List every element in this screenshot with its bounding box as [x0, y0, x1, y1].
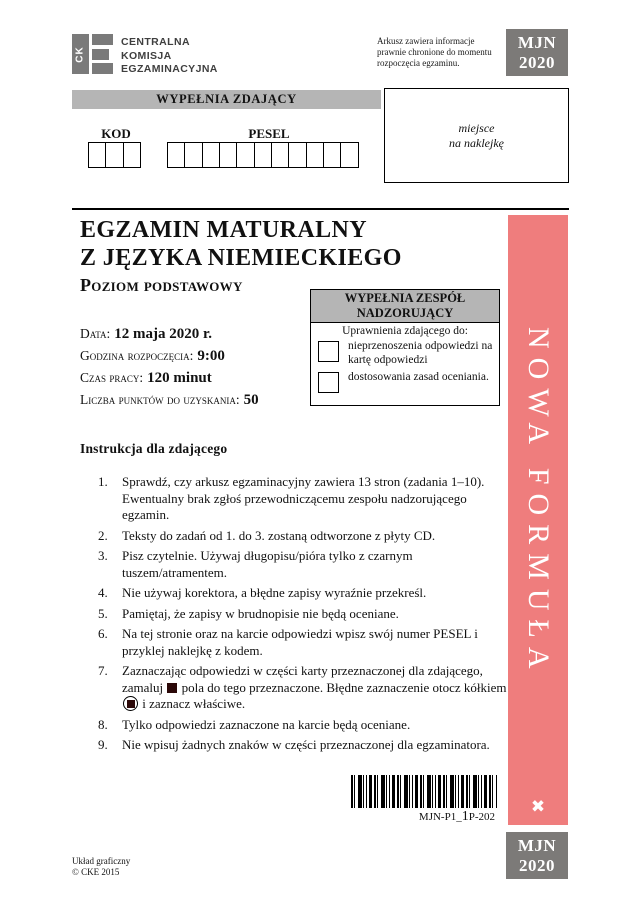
info-row	[80, 323, 320, 345]
barcode-code	[351, 809, 497, 825]
info-row	[80, 367, 320, 389]
horizontal-rule	[72, 208, 569, 210]
logo-line: KOMISJA	[121, 49, 172, 62]
sticker-text: miejsce	[458, 120, 495, 135]
cke-logo-ck-block	[72, 34, 89, 74]
logo-line: CENTRALNA	[121, 36, 190, 48]
badge-line: 2020	[519, 53, 555, 72]
instruction-item: Nie używaj korektora, a błędne zapisy wyraźnie przekreśl.	[122, 585, 427, 600]
input-cell	[340, 142, 359, 168]
pesel-label: PESEL	[248, 126, 290, 141]
info-value: 12 maja 2020 r.	[114, 326, 213, 342]
instructions-title: Instrukcja dla zdającego	[80, 441, 228, 456]
input-cell	[236, 142, 255, 168]
nowa-formula-sidebar	[508, 215, 568, 825]
supervisor-option	[311, 371, 499, 393]
supervisor-subtitle: Uprawnienia zdającego do:	[342, 325, 468, 337]
filled-by-candidate-bar: WYPEŁNIA ZDAJĄCY	[72, 90, 381, 109]
checkbox	[318, 372, 339, 393]
instruction-text: pola do tego przeznaczone. Błędne zaznaczenie otocz kółkiem	[181, 679, 507, 695]
instruction-item	[80, 663, 508, 713]
supervisor-box	[310, 289, 500, 406]
code-text: MJN-P1_	[418, 811, 462, 823]
option-text: dostosowania zasad oceniania.	[348, 371, 489, 383]
input-cell	[184, 142, 203, 168]
exam-code-badge-bottom	[506, 832, 568, 879]
instruction-item: Na tej stronie oraz na karcie odpowiedzi wpisz swój numer PESEL i przyklej naklejkę z kodem.	[122, 626, 478, 658]
instruction-text: i zaznacz właściwe.	[142, 696, 246, 711]
info-label: Godzina rozpoczęcia:	[80, 348, 194, 363]
exam-level: Poziom podstawowy	[80, 275, 243, 295]
instructions-list	[80, 474, 508, 754]
input-cell	[288, 142, 307, 168]
badge-line: 2020	[519, 856, 555, 875]
exam-info	[80, 323, 320, 411]
input-cell	[271, 142, 290, 168]
input-cell	[306, 142, 325, 168]
info-label: Liczba punktów do uzyskania:	[80, 392, 240, 407]
footer-line: Układ graficzny	[72, 856, 131, 866]
logo-line: EGZAMINACYJNA	[121, 63, 218, 75]
code-text: 1	[461, 809, 469, 824]
input-cell	[123, 142, 142, 168]
instruction-item: Nie wpisuj żadnych znaków w części przeznaczonej dla egzaminatora.	[122, 737, 490, 752]
title-line: EGZAMIN MATURALNY	[80, 217, 368, 243]
input-cell	[323, 142, 342, 168]
cke-logo-abbr: CK	[74, 45, 86, 63]
kod-boxes	[88, 142, 141, 168]
filled-square-icon	[167, 683, 177, 693]
instruction-item: Sprawdź, czy arkusz egzaminacyjny zawiera 13 stron (zadania 1–10). Ewentualny brak zgłoś przewodniczącemu zespołu nadzorującego egzamin.	[122, 474, 485, 522]
instructions-section	[80, 441, 508, 758]
badge-line: MJN	[517, 33, 557, 52]
instruction-item: Pisz czytelnie. Używaj długopisu/pióra tylko z czarnym tuszem/atramentem.	[122, 548, 413, 580]
cke-logo-text	[121, 36, 218, 77]
sticker-placeholder-box	[384, 88, 569, 183]
x-mark-icon: ✖	[530, 797, 546, 817]
supervisor-box-header	[311, 290, 499, 323]
input-cell	[202, 142, 221, 168]
footer-line: © CKE 2015	[72, 867, 120, 877]
supervisor-option	[311, 340, 499, 367]
info-value: 120 minut	[147, 370, 212, 386]
supervisor-header-line: NADZORUJĄCY	[356, 305, 454, 320]
input-cell	[105, 142, 124, 168]
option-text: nieprzenoszenia odpowiedzi na kartę odpowiedzi	[348, 340, 493, 366]
sticker-text: na naklejkę	[449, 135, 504, 150]
exam-code-badge-top	[506, 29, 568, 76]
instruction-text: Zaznaczając odpowiedzi w części karty przeznaczonej dla zdającego, zamaluj	[122, 663, 483, 695]
exam-title	[80, 216, 500, 296]
badge-line: MJN	[517, 836, 557, 855]
cke-logo	[72, 33, 372, 77]
info-value: 50	[243, 392, 259, 408]
info-value: 9:00	[197, 348, 225, 364]
checkbox	[318, 341, 339, 362]
copyright-footer	[72, 856, 130, 878]
info-row	[80, 389, 320, 411]
kod-label: KOD	[101, 126, 131, 141]
circled-square-icon	[123, 696, 138, 711]
code-text: P-202	[468, 811, 495, 823]
info-row	[80, 345, 320, 367]
cke-logo-e-glyph	[92, 34, 113, 74]
nowa-formula-label: NOWA FORMUŁA	[522, 327, 555, 678]
instruction-item: Pamiętaj, że zapisy w brudnopisie nie będą oceniane.	[122, 605, 399, 621]
barcode	[351, 775, 497, 808]
title-line: Z JĘZYKA NIEMIECKIEGO	[80, 245, 402, 271]
input-cell	[167, 142, 186, 168]
info-label: Czas pracy:	[80, 370, 144, 385]
input-cell	[219, 142, 238, 168]
instruction-item: Teksty do zadań od 1. do 3. zostaną odtworzone z płyty CD.	[122, 527, 436, 543]
cke-logo-icon	[72, 34, 113, 74]
input-cell	[254, 142, 273, 168]
input-cell	[88, 142, 107, 168]
info-label: Data:	[80, 326, 111, 341]
supervisor-header-line: WYPEŁNIA ZESPÓŁ	[344, 291, 466, 305]
instruction-item: Tylko odpowiedzi zaznaczone na karcie będą oceniane.	[122, 716, 411, 732]
legal-notice: Arkusz zawiera informacje prawnie chronione do momentu rozpoczęcia egzaminu.	[377, 36, 492, 68]
pesel-boxes	[167, 142, 359, 168]
